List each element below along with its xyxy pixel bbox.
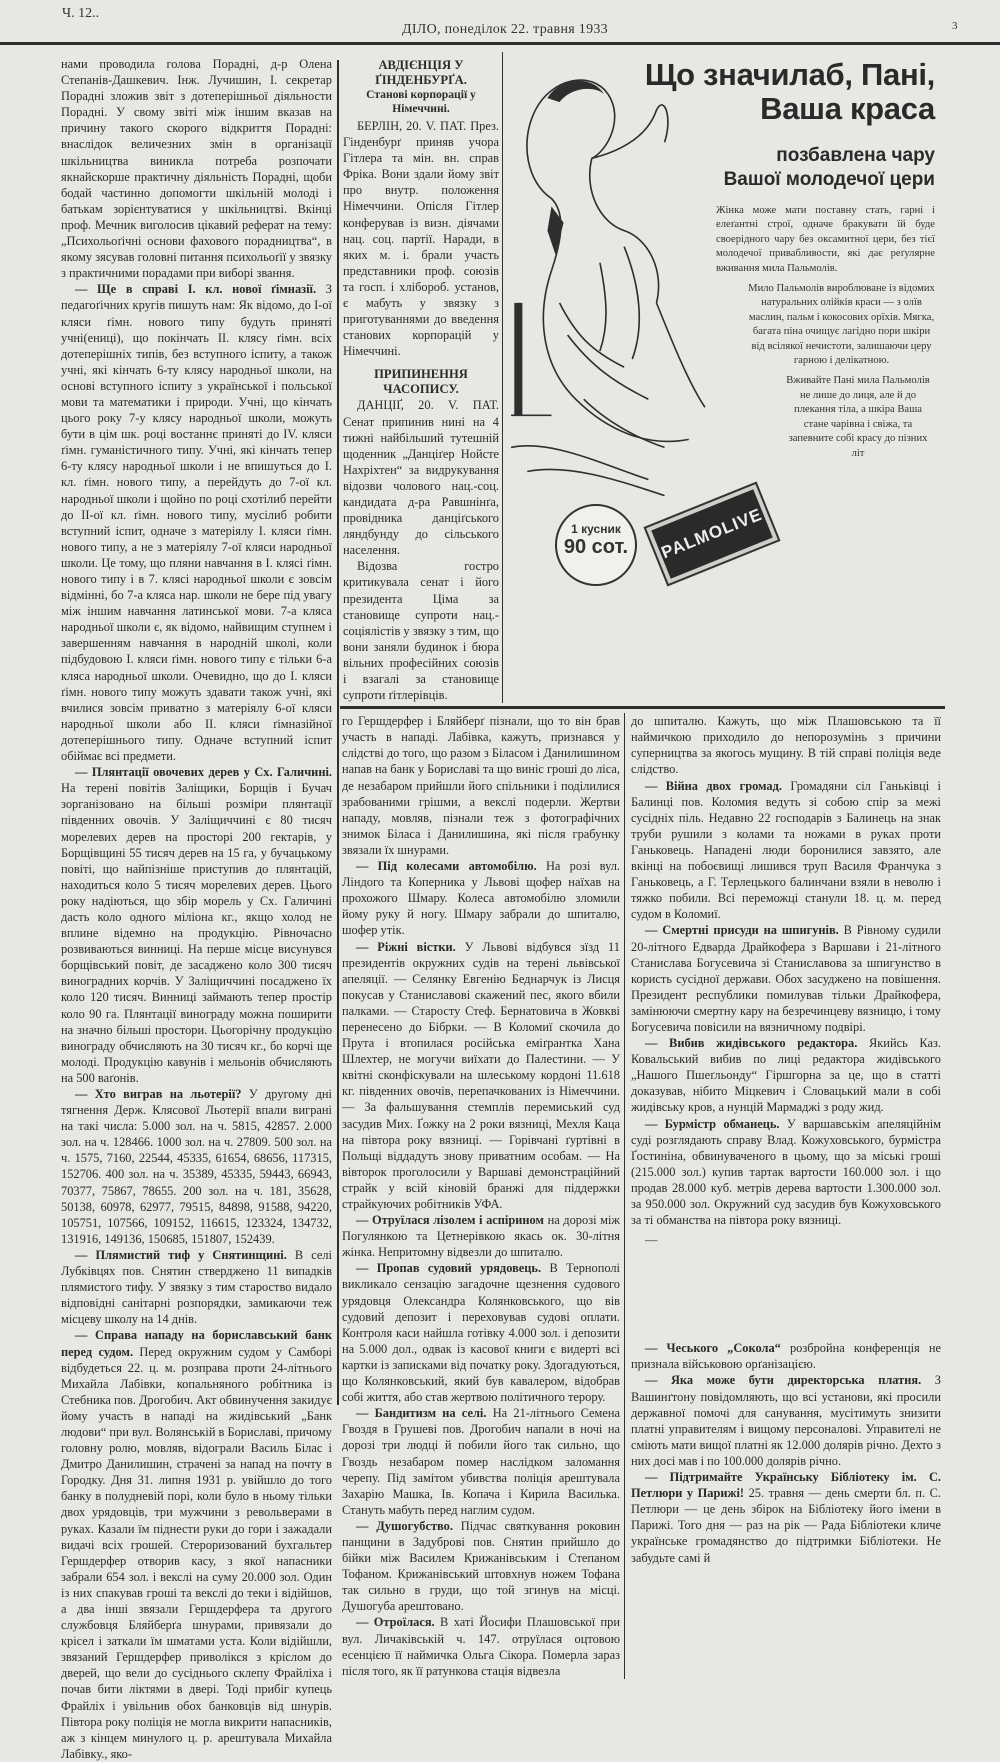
ad-body-2: Мило Пальмолів вироблюване із відомих натуральних олійків краси — з олїв маслин, пальм і кокосових орїхів. Мягка, багата піна очищує лагідно пори шкіри від всілякої нечистоти, залишаючи церу гарною і делікатною. xyxy=(748,283,935,367)
news-item: до шпиталю. Кажуть, що між Плашовською та її наймичкою приходило до непорозумінь з причини суперництва за якогось мущину. В тій справі поліція веде слідство. xyxy=(631,714,941,777)
news-item: — Яка може бути директорська платня. З Вашинґтону повідомляють, що всі установи, які просили державної помочі для санування, мусітимуть знизити платні управителям і вищому персоналові. Управителі не сміють мати вищої платні як 12.000 долярів річно. Дехто з них досі мав і по 100.000 долярів річно. xyxy=(631,1373,941,1468)
masthead-date: ДІЛО, понеділок 22. травня 1933 xyxy=(402,22,608,37)
soap-bar-logo: PALMOLIVE xyxy=(646,484,778,584)
ad-headline-line: Ваша краса xyxy=(760,91,935,126)
price-badge xyxy=(555,504,637,586)
price-amount: 90 сот. xyxy=(563,536,629,558)
news-item: — Ріжні вістки. У Львові відбувся зїзд 11 президентів окружних судів на терені львівської апеляції. — Селянку Евгенію Беднарчук із Лисця покусав у Станиславові скажений пес, якого вбили палками. — Старосту Стеф. Бернатовича в Жовкві перенесено до Бібрки. — В Коломиї скочила до Прута і втопилася російська еміґрантка Хана Шлехтер, не могучи виїхати до Палестини. — У квітні сконфіскували на шлеському кордоні 11.618 кг. південних овочів, перепачкованих із Німеччини. — За фальшування стемплів перемиський суд засудив Мих. Ґожку на 2 роки вязниці, Мехля Каца на півтора року вязниці. — Горівчані ґуртівні в Польщі віддадуть знову приватним особам. — На вівторок проголосили у Варшаві демонстраційний страйк у всій кіновій бранжі для піддержки страйкуючих робітників УФА. xyxy=(342,939,620,1211)
news-item: — Війна двох громад. Громадяни сіл Ганьківці і Балинці пов. Коломия ведуть зі собою спір за межі сусідніх піль. Недавно 22 господарів з Балинець на знак труби рушили з колами та ножами в руках проти Ганьковець. Нападені люди боронилися завзято, але вкінці на побоєвищі лишився труп Василя Франчука з Ганьковець, а Г. Терлецького балинчани взяли в неволю і тяжко побили. Всі переможці станули 18. ц. м. перед судом в Коломиї. xyxy=(631,778,941,922)
news-item: — Під колесами автомобілю. На розі вул. Ліндого та Коперника у Львові щофер наїхав на прохожого Шмару. Колеса автомобілю зломили йому руку й ногу. Шмару забрали до шпиталю, шофер утік. xyxy=(342,859,621,938)
news-item: — Отруїлася лізолем і аспірином на дорозі між Погулянкою та Цетнерівкою якась ок. 30-літня жінка. Непритомну відвезли до шпиталю. xyxy=(342,1213,620,1260)
ad-subhead-line: позбавлена чару xyxy=(776,145,935,166)
ad-subheadline xyxy=(503,144,935,192)
left-column xyxy=(61,56,332,1762)
news-item: — Хто виграв на льотерії? У другому дні тягнення Держ. Клясової Льотерії впали виграні на такі числа: 5.000 зол. на ч. 5815, 42857. 2.000 зол. на ч. 128466. 1000 зол. на ч. 27809. 500 зол. на ч. 1575, 7160, 22544, 45335, 61654, 68656, 117315, 152706. 400 зол. на ч. 35389, 45335, 59443, 66943, 70377, 75867, 78655. 200 зол. на ч. 181, 35628, 50138, 60978, 62977, 79515, 84898, 91588, 94220, 105751, 107566, 109152, 116615, 123324, 134732, 131916, 149136, 150685, 151807, 152439. xyxy=(61,1087,333,1246)
palmolive-advertisement xyxy=(503,52,943,608)
middle-top-column xyxy=(340,52,503,703)
article-text: Відозва гостро критикувала сенат і його президента Ціма за становище супроти нац.-соціялістів у звязку з тим, що вони заняли будинок і бюра вільних професійних союзів і взагалі за становище супроти ґітлерівців. xyxy=(343,559,499,703)
ad-headline-line: Що значилаб, Пані, xyxy=(644,57,935,92)
issue-number: Ч. 12.. xyxy=(62,6,100,21)
news-item: — Пропав судовий урядовець. В Тернополі викликало сензацію загадочне щезнення судового урядовця Олександра Колянковського, що вів судовий депозит і переховував судові оплати. Контроля каси найшла готівку 4.000 зол. і депозити на 5.000 дол., одвак із касової книги є видерті всі картки із записками від початку року. Здогадуються, що Колянковський, який був кавалером, відобрав собі життя, або став жертвою політичного терору. xyxy=(342,1261,621,1405)
news-item: — Вибив жидівського редактора. Якийсь Каз. Ковальський вибив по лиці редактора жидівського „Нашого Пшеґльонду“ Гіршгорна за це, що в статті доказував, нібито Міцкевич і Словацький мали в собі жидівську кров, а нунцій Мармаджі з роду жид. xyxy=(631,1036,941,1115)
news-item: — Бандитизм на селі. На 21-літнього Семена Гвоздя в Грушеві пов. Дрогобич напали в ночі на дорозі три людці й побили його так сильно, що Гвоздь незабаром помер наслідком заломання черепу. Під замітом убивства поліція арештувала Захарію Машка, Ів. Копача і Кирила Василька. Стануть мабуть перед наглим судом. xyxy=(342,1406,620,1517)
page-number: 3 xyxy=(952,20,958,32)
news-item: го Гершдерфер і Бляйберґ пізнали, що то він брав участь в нападі. Лабівка, кажуть, признався у слідстві до того, що разом з Біласом і Данилишином напав на банк у Бориславі та що виніс гроші до ліса, де незабаром прийшли його спільники і поділилися зрабованими грішми, а векслі подерли. Жертви нападу, мовляв, пізнали теж з фотографічних знимок Біласа і Данилишина, які після грабунку звязали їх шнурами. xyxy=(342,714,621,857)
price-quantity: 1 кусник xyxy=(571,522,621,536)
news-item: — Справа нападу на бориславський банк перед судом. Перед окружним судом у Самборі відбудеться 22. ц. м. розправа проти 24-літнього Михайла Лабівки, копальняного робітника із Стебника пов. Дрогобич. Акт обвинучення закидує йому участь в нападі на жидівський „Банк людови“ при вул. Волянській в Бориславі, причому головну ролю, мовляв, відограли Василь Білас і Дмитро Данилишин, страчені за напад на почту в Городку. Дня 31. липня 1931 р. увійшло до того банку в полудневій порі, коли було в ньому тільки двох урядовців, три мужчини з револьверами в руках. Казали їм піднести руки до гори і зажадали видачі всіх грошей. Стероризований бухгальтер Гершдерфер отворив касу, з якої напасники забрали 654 зол. і векслі на суму 20.000 зол. Один із них спакував гроші та векслі до теки і відійшов, а два інші звязали Гершдерфера та другого службовця Бляйберґа шнурами, привязали до крісел і заткали їм шматами уста. Коли відійшли, звязаний Гершдерфер приволікся з кріслом до дверей, що вели до сусіднього склепу Фрайліха і почав бити ліктями в двері. Тоді прибіг купець Фрайліх і увільнив обох банковців від шнурів. Півтора року поліція не могла викрити напасників, аж з кінцем минулого ц. р. арештувала Михайла Лабівку., яко- xyxy=(61,1328,332,1761)
right-bottom-column xyxy=(625,713,941,1565)
article-title: ПРИПИНЕННЯ ЧАСОПИСУ. xyxy=(374,367,468,397)
header-rule xyxy=(0,42,1000,45)
upper-section xyxy=(340,52,945,709)
middle-bottom-column xyxy=(340,713,625,1679)
ad-body-1: Жінка може мати поставну стать, гарні і елеґантні строї, одначе бракувати їй буде своерідного чару без оксамитної цери, без тієї молодечої привабливости, які дає реґулярне вживання мила Пальмолів. xyxy=(716,205,935,274)
news-item: — Бурмістр обманець. У варшавськім апеляційнім суді розглядають справу Влад. Кожуховського, бурмістра Ґостиніна, обвинуваченого в цьому, що за міські гроші (215.000 зол.) купив тартак вартости 160.000 зол. і що продав 28.000 куб. метрів дерева вартости 1.300.000 зол. за 950.000 зол. Окружний суд засудив був Кожуховського за ті обманства на півтора року вязниці. xyxy=(631,1116,942,1228)
article-text: БЕРЛІН, 20. V. ПАТ. През. Гінденбурґ приняв учора Гітлера та мін. вн. справ Фріка. Вони здали йому звіт про внутр. положення Німеччини. Опісля Гітлер конферував із визн. діячами нац. соц. партії. Наради, в яких м. і. брали участь представники проф. союзів та госп. і хлібороб. установ, є мабуть у звязку з приготуваннями до введення станових корпорацій у Німеччині. xyxy=(343,119,499,359)
news-item: — Плямистий тиф у Снятинщині. В селі Лубківцях пов. Снятин стверджено 11 випадків плямистого тифу. У звязку з тим староство видало відповідні санітарні розпорядки, замикаючи теж місцеву школу на 14 днів. xyxy=(61,1247,332,1327)
article-text: ДАНЦІҐ, 20. V. ПАТ. Сенат припинив нині на 4 тижні найбільший тутешній щоденник „Данціґер Нойсте Нахріхтен“ за видрукування відозви чолового нац.-соц. кандидата д-ра Равшнінґа, провідника данціґського ляндбунду до сільського населення. xyxy=(343,398,499,558)
right-page-area xyxy=(340,52,945,1679)
ad-text-flow xyxy=(503,52,943,461)
separator-dash: — xyxy=(645,1233,658,1248)
news-item: — Смертні присуди на шпигунів. В Рівному судили 20-літного Едварда Драйкофера з Варшави і 21-літного Станислава Богусевича зі Станиславова за шпигунство в користь сусідної держави. Обох засуджено на повішення. Президент республики помилував тільки Драйкофера, замінюючи смертну кару на безречинцеву вязницю, і тому Богусевича повісили на вязничному подвірі. xyxy=(631,923,941,1034)
article-title: АВДІЄНЦІЯ У ҐІНДЕНБУРҐА. xyxy=(375,58,467,87)
news-item: — Ще в справі І. кл. нової ґімназії. З педагоґічних кругів пишуть нам: Як відомо, до І-ої кляси ґімн. нового типу будуть приняті учні(ениці), що покінчать ІІ. клясу ґімн. всіх дотеперішніх типів, без вступного іспиту, а також учні, які кінчать 6-ту клясу народньої школи, на основі вступного іспиту з української і польської мови та математики і природи. Учні, що кінчать цього року 7-у клясу народньої школи, можуть бути в цім шк. році востаннє приняті до IV. кляси ґімн. гуманістичного типу. Учні, які кінчать тепер 6-ту клясу народньої школи і не впишуться до І. кл. ґімн. нового типу, а перейдуть до 7-ої кл. народньої школи і щойно по році схотілиб перейти до ІІ-ої кл. ґімн. нового типу, мусілиб робити вступний іспит, одначе з матеріялу І. кляси ґімн. нового типу, а не з матеріялу 7-ої кляси народньої школи. Це тому, що пляни навчання в І. клясі ґімн. нового типу і в 7. клясі народньої школи є зовсім відмінні, бо 7-а кляса нар. школи не бере під увагу між іншим навчання латинської мови. 7-а кляса народньої школи є, як відомо, найвищим ступнем і завершенням навчання в народній школі, коли підбудовою І. кляси ґімн. нового типу є тільки 6-а кляса народньої школи. Очевидно, що до І. кляси ґімн. нового типу можуть здавати також учні, які вчилися зовсім приватно з матеріялу 6-ої кляси народньої школи або ІІ. кляси ґімназійної дотеперішнього типу. Одначе вступний іспит обіймає всі предмети. xyxy=(61,282,332,764)
column-divider xyxy=(337,60,339,1405)
blank-space xyxy=(631,1248,941,1340)
news-item: — Підтримайте Українську Бібліотеку ім. С. Петлюри у Парижі! 25. травня — день смерти бл. п. С. Петлюри — це день збірок на Бібліотеку його імени в Парижі. Того дня — раз на рік — Рада Бібліотеки кличе українське громадянство до підтримки Бібліотеки. Не забудьте самі й xyxy=(631,1470,941,1565)
news-item: нами проводила голова Порадні, д-р Олена Степанів-Дашкевич. Інж. Лучишин, І. секретар Порадні зложив звіт з дотеперішньої діяльности Порадні. У свому звіті між іншим вказав на причину такого скорого відкриття Порадні: внаслідок величезних змін в організації шкільництва виникла потреба розпочати якнайскорше практичну діяльність Порадні, щоби бодай частинно допомогти шкільній молоді і батькам зорієнтуватися у шкільництві. Вкінці проф. Мечник виголосив цікавий реферат на тему: „Психольоґічні основи фахового порадництва“, в якому зясував головні питання психольоґії у звязку з практичними порадами при виборі звання. xyxy=(61,57,332,281)
ad-subhead-line: Вашої молодечої цери xyxy=(723,169,935,190)
lower-section xyxy=(340,709,945,1679)
news-item: — Душогубство. Підчас святкування роковин панщини в Задуброві пов. Снятин прийшло до бійки між Василем Крижанівським і Степаном Тофаном. Крижанівський штовхнув ножем Тофана так сильно в груди, що той згинув на місці. Душогуба арештовано. xyxy=(342,1518,620,1614)
article-subtitle: Станові корпорації у Німеччині. xyxy=(366,88,476,115)
ad-body-3: Вживайте Пані мила Пальмолів не лише до лиця, але й до плекання тіла, а шкіра Ваша стане чарівна і свіжа, та запевните собі красу до пізних літ xyxy=(786,375,930,459)
news-item: — Плянтації овочевих дерев у Сх. Галичині. На терені повітів Заліщики, Борщів і Бучач зорганізовано на більші розміри плянтації південних овочів. У Заліщиччині є 80 тисяч морелевих дерев на просторі 200 гектарів, у Борщівщині 55 тисяч дерев на 15 га, у бучацькому повіті, що найпізніше приступив до плянтацій, находиться коло 5 тисяч морелевих дерев. Цього року надіються, що збір морель у Сх. Галичині дасть коло одного міліона кг., якщо холод не вплине відемно на продукцію. Рівночасно розвиваються винниці. На перше місце висунувся борщівський повіт, де засаджено коло 300 тисяч виноградних корчів. У Заліщиччині посаджено їх коло 120 тисяч. Винниці займають тепер простір коло 90 га. Плянтації винограду можна поширити на значно більші простори. Цьогорічну продукцію винограду обчисляють на 30 тисяч кг., бо корчі ще молоді. Продукцію кавунів і мельонів обчисляють на 500 ваґонів. xyxy=(61,765,332,1085)
news-item: — Чеського „Сокола“ розбройна конференція не признала військовою орґанізацією. xyxy=(631,1341,941,1372)
ad-headline xyxy=(503,58,935,126)
news-item: — Отроїлася. В хаті Йосифи Плашовської при вул. Личаківській ч. 147. отруїлася оцтовою есенцією її наймичка Ольга Сікора. Померла зараз після того, як її ратункова стація відвезла xyxy=(342,1615,621,1678)
